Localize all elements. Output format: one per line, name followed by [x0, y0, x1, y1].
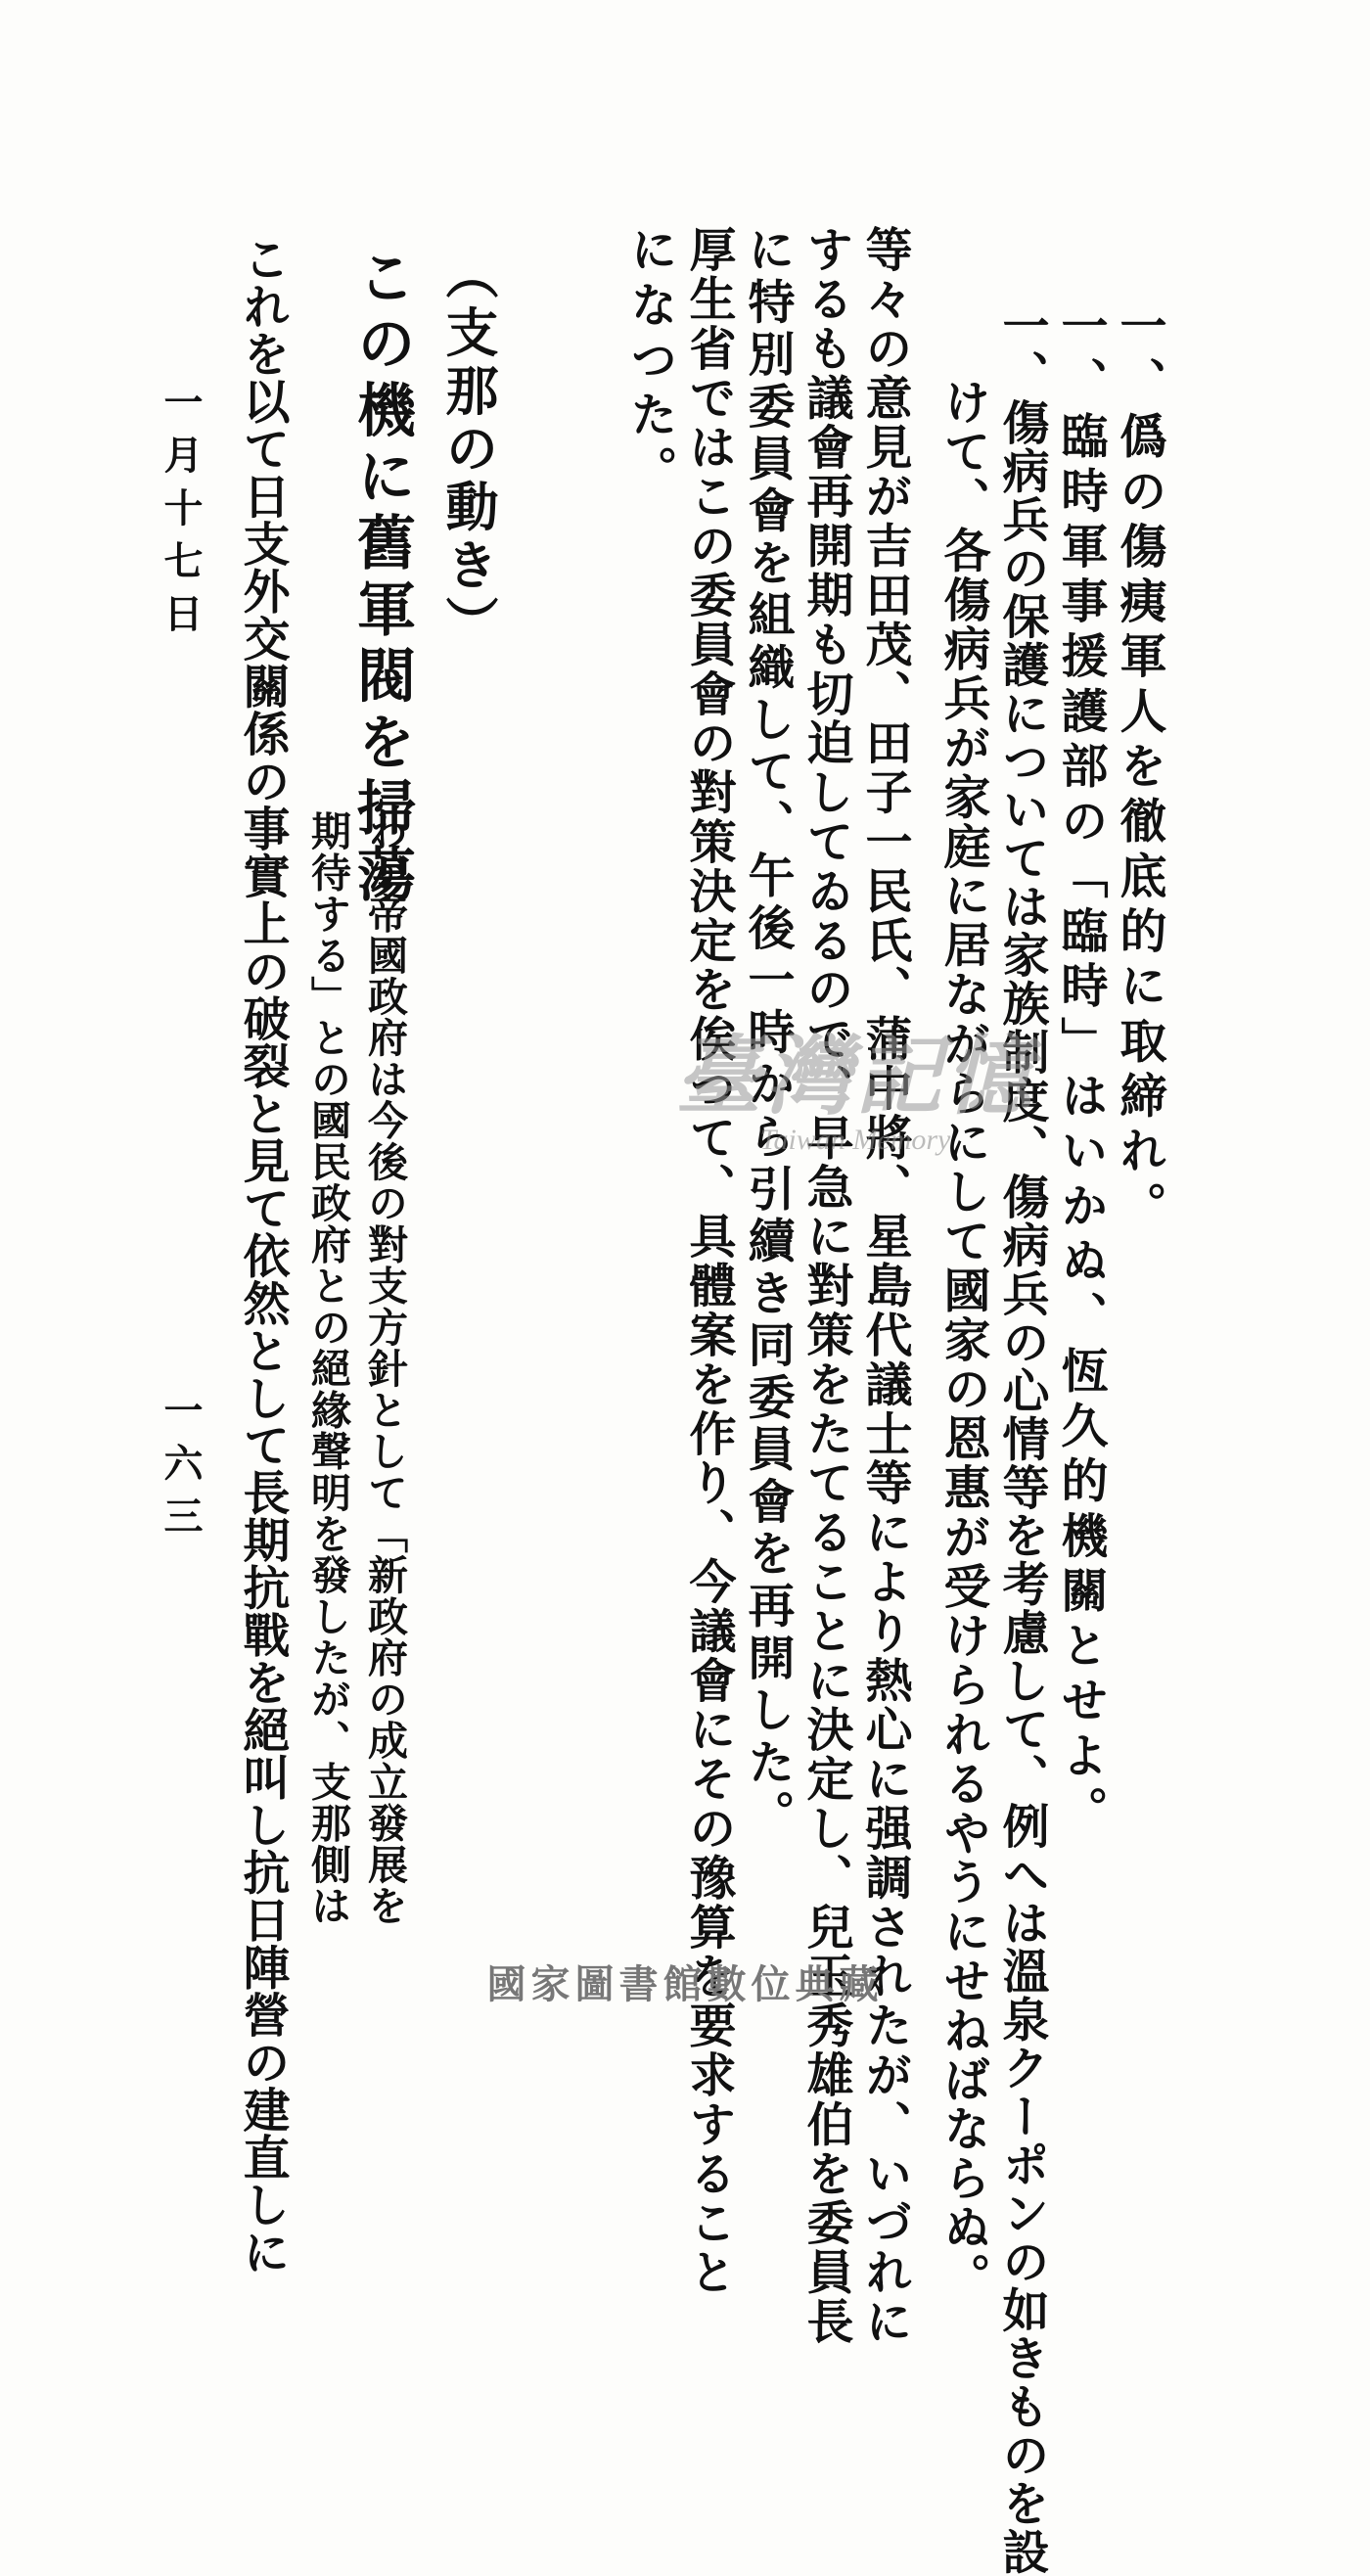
item-1-line: 一、僞の傷痍軍人を徹底的に取締れ。 [1112, 301, 1166, 1236]
running-date: 一月十七日 [158, 382, 204, 646]
section-label: （支那の動き） [437, 247, 500, 654]
item-2-line: 一、臨時軍事援護部の「臨時」はいかぬ、恆久的機關とせよ。 [1053, 301, 1108, 1841]
paragraph-line: に特別委員會を組織して、午後一時から引續き同委員會を再開した。 [740, 225, 795, 1842]
item-3-continued-line: けて、各傷病兵が家庭に居ながらにして國家の恩惠が受けられるやうにせねばならぬ。 [936, 378, 990, 2302]
paragraph-line: 等々の意見が吉田茂、田子一民氏、蒲中將、星島代議士等により熱心に强調されたが、いづれに [857, 225, 912, 2347]
section-heading: この機に舊軍閥を掃蕩 [347, 247, 416, 910]
paragraph-end-line: になつた。 [622, 225, 677, 500]
section-body-line: これを以て日支外交關係の事實上の破裂と見て依然として長期抗戰を絕叫し抗日陣營の建直しに [235, 235, 290, 2276]
item-3-line: 一、傷病兵の保護については家族制度、傷病兵の心情等を考慮して、例へは溫泉クーポンの如きものを設 [994, 301, 1049, 2576]
section-intro-line: わが帝國政府は今後の對支方針として「新政府の成立發展を [361, 810, 408, 1927]
paragraph-line: するも議會再開期も切迫してゐるので、早急に對策をたてることに決定し、兒玉秀雄伯を委員長 [799, 225, 853, 2347]
section-intro-line: 期待する」との國民政府との絕緣聲明を發したが、支那側は [304, 810, 351, 1927]
page-number: 一六三 [158, 1390, 204, 1548]
watermark-subtext: Taiwan Memory [759, 1124, 951, 1156]
footer-collection-credit: 國家圖書館數位典藏 [486, 1962, 884, 2007]
paragraph-line: 厚生省ではこの委員會の對策決定を俟つて、具體案を作り、今議會にその豫算を要求すること [681, 225, 736, 2297]
watermark-text: 臺灣記憶 [675, 1025, 1036, 1127]
